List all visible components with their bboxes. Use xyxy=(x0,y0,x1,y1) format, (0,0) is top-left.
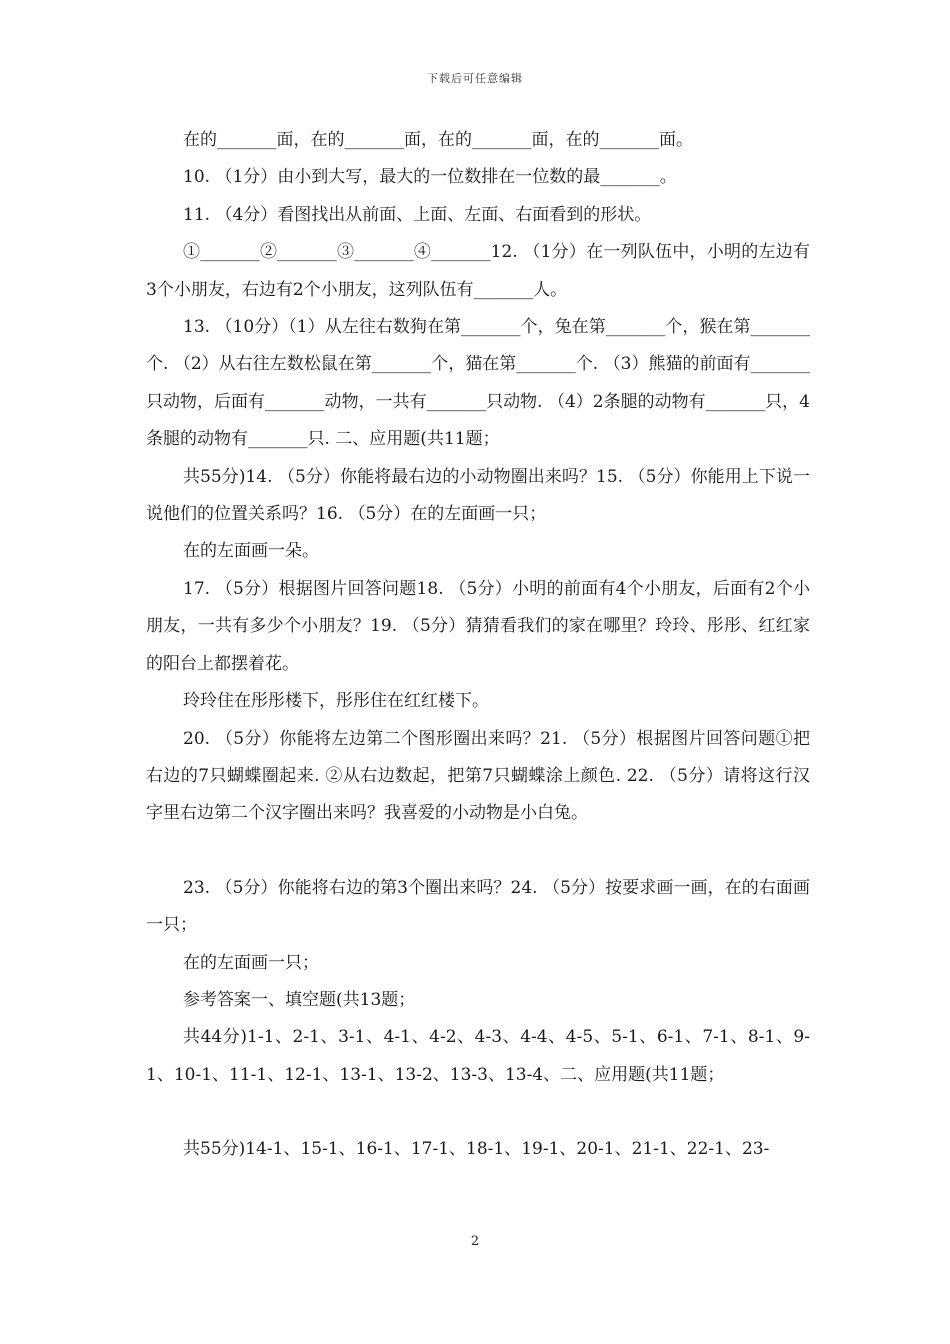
questions-14-16: 共55分)14. （5分）你能将最右边的小动物圈出来吗？15. （5分）你能用上下说一说他们的位置关系吗？16. （5分）在的左面画一只； xyxy=(146,466,810,525)
question-16-continued: 在的左面画一朵。 xyxy=(183,541,319,562)
answer-key-application: 共55分)14-1、15-1、16-1、17-1、18-1、19-1、20-1、21-1、22-1、23- xyxy=(183,1139,770,1160)
answer-key-fill-blank: 共44分)1-1、2-1、3-1、4-1、4-2、4-3、4-4、4-5、5-1、6-1、7-1、8-1、9-1、10-1、11-1、12-1、13-1、13-2、13-3、13-4、二、应用题(共11题； xyxy=(146,1027,810,1085)
question-11-answers-and-12: ①_______②_______③_______④_______12. （1分）在一列队伍中，小明的左边有3个小朋友，右边有2个小朋友，这列队伍有_______人。 xyxy=(146,242,810,300)
questions-17-19: 17. （5分）根据图片回答问题18. （5分）小明的前面有4个小朋友，后面有2个小朋友，一共有多少个小朋友？19. （5分）猜猜看我们的家在哪里？玲玲、彤彤、红红家的阳台上都摆着花。 xyxy=(146,578,810,674)
fill-blank-line-9: 在的_______面，在的_______面，在的_______面，在的_______面。 xyxy=(183,130,693,150)
page-number: 2 xyxy=(470,1234,480,1249)
question-24-continued: 在的左面画一只； xyxy=(183,952,319,973)
document-body xyxy=(146,122,810,1169)
questions-23-24: 23. （5分）你能将右边的第3个圈出来吗？24. （5分）按要求画一画，在的右面画一只； xyxy=(146,877,810,936)
question-11: 11. （4分）看图找出从前面、上面、左面、右面看到的形状。 xyxy=(183,204,652,225)
question-10: 10. （1分）由小到大写，最大的一位数排在一位数的最_______。 xyxy=(183,167,677,188)
questions-20-22: 20. （5分）你能将左边第二个图形圈出来吗？21. （5分）根据图片回答问题①把右边的7只蝴蝶圈起来. ②从右边数起，把第7只蝴蝶涂上颜色. 22. （5分）请将这行汉字里右边第二个汉字圈出来吗？我喜爱的小动物是小白兔。 xyxy=(146,728,810,824)
question-19-continued: 玲玲住在彤彤楼下，彤彤住在红红楼下。 xyxy=(183,691,489,712)
question-13: 13. （10分）（1）从左往右数狗在第_______个，兔在第_______个，猴在第_______个. （2）从右往左数松鼠在第_______个，猫在第_______个. （3）熊猫的前面有_______只动物，后面有_______动物，一共有_______只动物. （4）2条腿的动物有_______只，4条腿的动物有_______只. 二、应用题(共11题； xyxy=(146,317,810,450)
answer-key-heading: 参考答案一、填空题(共13题； xyxy=(183,989,416,1010)
page-header: 下载后可任意编辑 xyxy=(427,72,523,85)
